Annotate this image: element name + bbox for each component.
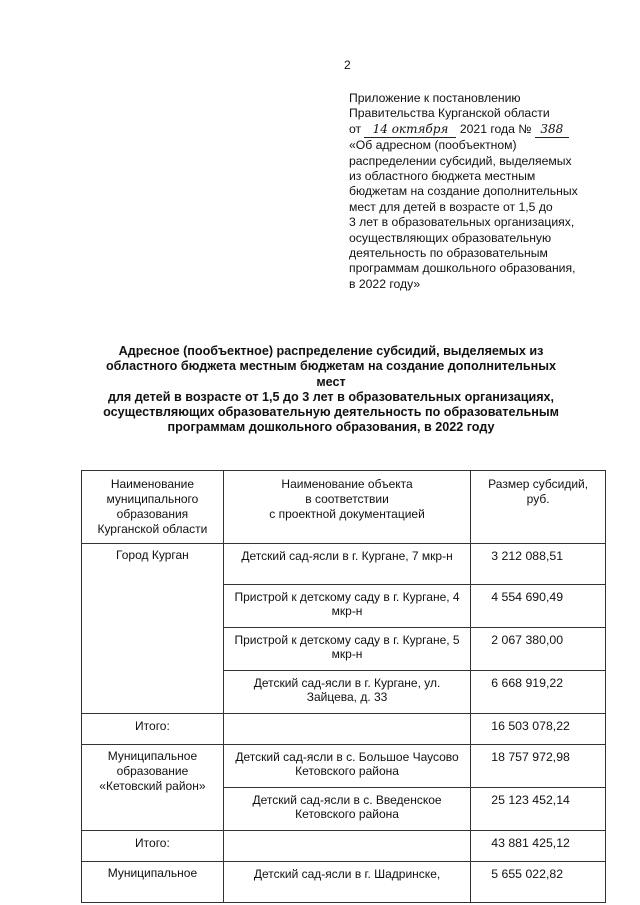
appendix-subject-line: распределении субсидий, выделяемых: [349, 153, 572, 168]
header-amount: Размер субсидий, руб.: [471, 471, 606, 544]
header-municipality: Наименование муниципального образования Курганской области: [82, 471, 224, 544]
title-line: для детей в возрасте от 1,5 до 3 лет в образовательных организациях,: [107, 389, 555, 404]
table-row: [82, 745, 606, 788]
table-row: [82, 544, 606, 585]
amount-cell: 18 757 972,98: [471, 745, 606, 788]
table-header-row: [82, 471, 606, 544]
year-text: 2021 года №: [459, 121, 532, 136]
object-cell: Детский сад-ясли в г. Кургане, ул. Зайцева, д. 33: [223, 671, 470, 714]
from-prefix: от: [349, 121, 362, 136]
appendix-subject-line: 3 лет в образовательных организациях,: [349, 215, 575, 230]
municipality-cell: Город Курган: [82, 544, 224, 714]
title-line: программам дошкольного образования, в 2022 году: [167, 420, 495, 435]
appendix-subject-line: программам дошкольного образования,: [349, 261, 576, 276]
appendix-subject-line: бюджетам на создание дополнительных: [349, 184, 578, 199]
appendix-subject-line: из областного бюджета местным: [349, 169, 536, 184]
total-row: [82, 831, 606, 862]
amount-cell: 5 655 022,82: [471, 862, 606, 903]
total-label: Итого:: [82, 714, 224, 745]
subsidies-table: [81, 470, 606, 903]
appendix-subject-line: в 2022 году»: [349, 276, 421, 291]
title-line: Адресное (пообъектное) распределение субсидий, выделяемых из: [118, 344, 544, 358]
document-title: [96, 344, 566, 436]
object-cell: Детский сад-ясли в с. Введенское Кетовского района: [223, 788, 470, 831]
appendix-subject-line: «Об адресном (пообъектном): [349, 138, 517, 153]
empty-cell: [223, 831, 470, 862]
handwritten-date: 14 октября: [364, 122, 456, 138]
municipality-cell: Муниципальное: [82, 862, 224, 903]
appendix-subject-line: деятельность по образовательным: [349, 246, 548, 261]
appendix-subject-line: осуществляющих образовательную: [349, 230, 552, 245]
amount-cell: 25 123 452,14: [471, 788, 606, 831]
total-amount: 16 503 078,22: [471, 714, 606, 745]
amount-cell: 6 668 919,22: [471, 671, 606, 714]
table-row: [82, 862, 606, 903]
total-label: Итого:: [82, 831, 224, 862]
object-cell: Пристрой к детскому саду в г. Кургане, 5 мкр-н: [223, 628, 470, 671]
handwritten-number: 388: [535, 122, 569, 138]
page-number: 2: [344, 58, 351, 72]
object-cell: Детский сад-ясли в г. Шадринске,: [223, 862, 470, 903]
empty-cell: [223, 714, 470, 745]
title-line: областного бюджета местным бюджетам на создание дополнительных мест: [105, 359, 557, 389]
object-cell: Детский сад-ясли в с. Большое Чаусово Кетовского района: [223, 745, 470, 788]
appendix-line: Приложение к постановлению: [349, 91, 521, 105]
appendix-header: [349, 91, 609, 292]
amount-cell: 3 212 088,51: [471, 544, 606, 585]
appendix-subject-line: мест для детей в возрасте от 1,5 до: [349, 199, 553, 214]
municipality-cell: Муниципальное образование «Кетовский район»: [82, 745, 224, 831]
total-amount: 43 881 425,12: [471, 831, 606, 862]
appendix-date-line: [349, 122, 609, 138]
title-line: осуществляющих образовательную деятельность по образовательным: [103, 405, 559, 420]
object-cell: Пристрой к детскому саду в г. Кургане, 4 мкр-н: [223, 585, 470, 628]
amount-cell: 2 067 380,00: [471, 628, 606, 671]
header-object: Наименование объекта в соответствии с проектной документацией: [223, 471, 470, 544]
amount-cell: 4 554 690,49: [471, 585, 606, 628]
appendix-line: Правительства Курганской области: [349, 106, 550, 121]
object-cell: Детский сад-ясли в г. Кургане, 7 мкр-н: [223, 544, 470, 585]
total-row: [82, 714, 606, 745]
